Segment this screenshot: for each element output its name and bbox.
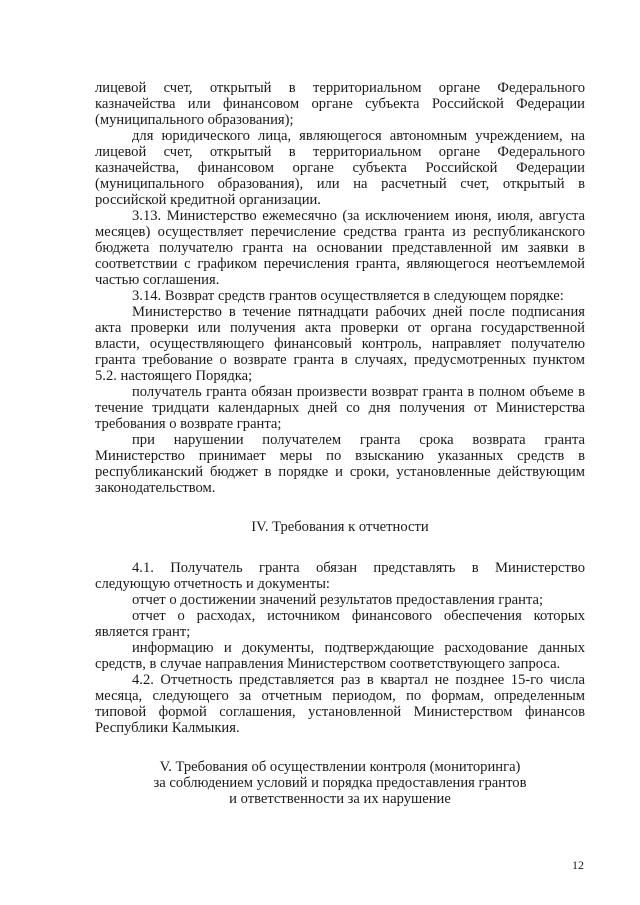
page-number: 12 bbox=[572, 858, 584, 872]
paragraph-2: для юридического лица, являющегося автономным учреждением, на лицевой счет, открытый в территориальном органе Федерального казначейства, финансовом органе субъекта Российской Федерации (муниципального образования), или на расчетный счет, открытый в российской кредитной организации. bbox=[95, 128, 585, 208]
section-4-title: IV. Требования к отчетности bbox=[251, 519, 429, 535]
paragraph-6: получатель гранта обязан произвести возврат гранта в полном объеме в течение тридцати календарных дней со дня получения от Министерства требования о возврате гранта; bbox=[95, 384, 585, 432]
section-4-paragraph-4: информацию и документы, подтверждающие расходование данных средств, в случае направления Министерством соответствующего запроса. bbox=[95, 640, 585, 672]
document-body bbox=[95, 80, 585, 807]
paragraph-7: при нарушении получателем гранта срока возврата гранта Министерство принимает меры по взысканию указанных средств в республиканский бюджет в порядке и сроки, установленные действующим законодательством. bbox=[95, 432, 585, 496]
section-4-paragraph-3: отчет о расходах, источником финансового обеспечения которых является грант; bbox=[95, 608, 585, 640]
paragraph-3: 3.13. Министерство ежемесячно (за исключением июня, июля, августа месяцев) осуществляет перечисление средства гранта из республиканского бюджета получателю гранта на основании представленной им заявки в соответствии с графиком перечисления гранта, являющегося неотъемлемой частью соглашения. bbox=[95, 208, 585, 288]
paragraph-4: 3.14. Возврат средств грантов осуществляется в следующем порядке: bbox=[132, 288, 564, 304]
section-5-title bbox=[95, 759, 585, 807]
section-4-paragraph-1: 4.1. Получатель гранта обязан представлять в Министерство следующую отчетность и документы: bbox=[95, 560, 585, 592]
section-5-title-line-3: и ответственности за их нарушение bbox=[229, 791, 451, 807]
section-4-paragraph-2: отчет о достижении значений результатов предоставления гранта; bbox=[132, 592, 544, 608]
paragraph-5: Министерство в течение пятнадцати рабочих дней после подписания акта проверки или получения акта проверки от органа государственной власти, осуществляющего финансовый контроль, направляет получателю гранта требование о возврате гранта в случаях, предусмотренных пунктом 5.2. настоящего Порядка; bbox=[95, 304, 585, 384]
paragraph-1: лицевой счет, открытый в территориальном органе Федерального казначейства или финансовом органе субъекта Российской Федерации (муниципального образования); bbox=[95, 80, 585, 128]
section-5-title-line-1: V. Требования об осуществлении контроля (мониторинга) bbox=[159, 759, 521, 775]
section-4-paragraph-5: 4.2. Отчетность представляется раз в квартал не позднее 15-го числа месяца, следующего за отчетным периодом, по формам, определенным типовой формой соглашения, установленной Министерством финансов Республики Калмыкия. bbox=[95, 672, 585, 736]
section-5-title-line-2: за соблюдением условий и порядка предоставления грантов bbox=[153, 775, 527, 791]
